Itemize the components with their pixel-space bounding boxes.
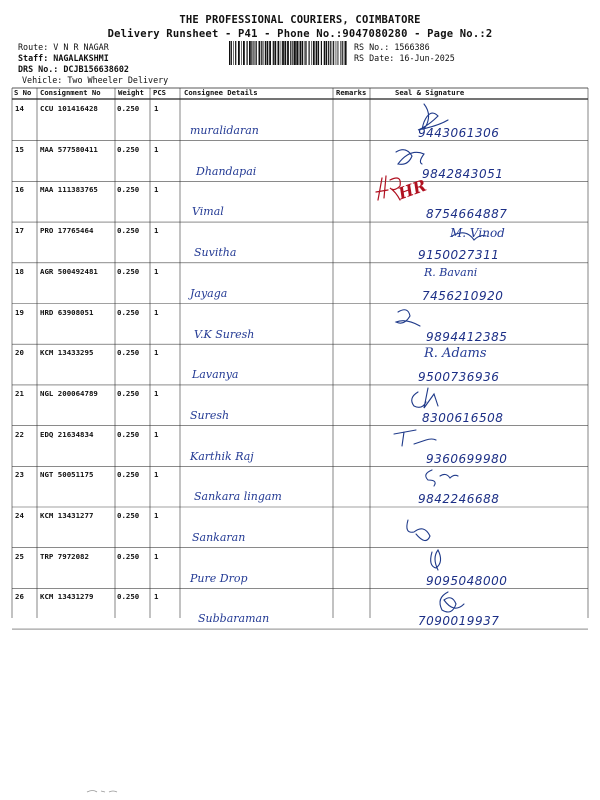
row-consignee-name: Pure Drop bbox=[190, 571, 248, 585]
row-sno: 25 bbox=[15, 551, 24, 561]
row-pcs: 1 bbox=[154, 185, 159, 195]
row-pcs: 1 bbox=[154, 307, 159, 317]
row-weight: 0.250 bbox=[117, 470, 140, 480]
row18-signer-name: R. Bavani bbox=[424, 266, 478, 279]
row-consignment-no: PRO 17765464 bbox=[40, 226, 94, 236]
row-signature-phone: 9443061306 bbox=[418, 126, 500, 140]
row-pcs: 1 bbox=[154, 388, 159, 398]
row-consignment-no: KCM 13431277 bbox=[40, 511, 94, 520]
row-sno: 19 bbox=[15, 307, 24, 317]
header-signature: Seal & Signature bbox=[395, 88, 465, 97]
row-signature-phone: 7090019937 bbox=[418, 614, 500, 629]
header-consignment: Consignment No bbox=[40, 88, 101, 97]
signature-14 bbox=[418, 104, 448, 130]
signature-19 bbox=[396, 310, 420, 326]
row-pcs: 1 bbox=[154, 266, 159, 276]
vehicle-label: Vehicle: Two Wheeler Delivery bbox=[22, 75, 169, 85]
row-weight: 0.250 bbox=[117, 266, 140, 276]
row-sno: 15 bbox=[15, 144, 24, 154]
header-weight: Weight bbox=[118, 88, 144, 97]
row-signature-phone: 8754664887 bbox=[426, 207, 508, 222]
row-consignment-no: HRD 63908051 bbox=[40, 307, 94, 317]
row-weight: 0.250 bbox=[117, 388, 140, 398]
row-consignee-name: Sankaran bbox=[192, 531, 246, 544]
row-weight: 0.250 bbox=[117, 429, 140, 439]
row-consignee-name: Suresh bbox=[190, 408, 230, 422]
staff-label: Staff: NAGALAKSHMI bbox=[18, 53, 109, 63]
signature-26 bbox=[440, 592, 464, 612]
row-weight: 0.250 bbox=[117, 144, 140, 154]
company-title: THE PROFESSIONAL COURIERS, COIMBATORE bbox=[179, 14, 421, 26]
row-consignee-name: Lavanya bbox=[192, 368, 239, 382]
row-consignee-name: Subbaraman bbox=[198, 612, 270, 626]
row-pcs: 1 bbox=[154, 429, 159, 439]
row-weight: 0.250 bbox=[117, 592, 140, 602]
row-sno: 22 bbox=[15, 429, 24, 439]
signature-22 bbox=[394, 430, 436, 446]
drs-label: DRS No.: DCJB156638602 bbox=[18, 64, 129, 74]
row-sno: 20 bbox=[15, 348, 24, 358]
row-consignee-name: muralidaran bbox=[190, 124, 259, 137]
row-consignment-no: KCM 13431279 bbox=[40, 592, 94, 602]
rs-number-label: RS No.: 1566386 bbox=[354, 42, 430, 52]
row-pcs: 1 bbox=[154, 592, 159, 602]
signature-23 bbox=[426, 470, 458, 486]
signature-21 bbox=[412, 388, 438, 408]
header-sno: S No bbox=[14, 88, 32, 97]
row-sno: 21 bbox=[15, 388, 24, 398]
row-weight: 0.250 bbox=[117, 104, 140, 113]
row-signature-phone: 8300616508 bbox=[422, 410, 504, 425]
header-pcs: PCS bbox=[153, 88, 166, 97]
row17-signer-name: M. Vinod bbox=[450, 226, 505, 240]
row-sno: 16 bbox=[15, 185, 24, 195]
row-pcs: 1 bbox=[154, 226, 159, 236]
route-label: Route: V N R NAGAR bbox=[18, 42, 109, 52]
row-signature-phone: 9842843051 bbox=[422, 166, 504, 181]
row-consignment-no: MAA 111383765 bbox=[40, 185, 98, 195]
row-consignment-no: NGT 50051175 bbox=[40, 470, 94, 480]
row-signature-phone: 9095048000 bbox=[426, 573, 508, 588]
row-weight: 0.250 bbox=[117, 307, 140, 317]
row-signature-phone: 9894412385 bbox=[426, 329, 508, 344]
row-weight: 0.250 bbox=[117, 348, 140, 358]
row-signature-phone: 9360699980 bbox=[426, 451, 508, 466]
signature-15 bbox=[396, 150, 424, 165]
row-consignment-no: EDQ 21634834 bbox=[40, 429, 94, 439]
row-signature-phone: 9842246688 bbox=[418, 492, 500, 507]
row-weight: 0.250 bbox=[117, 551, 140, 561]
row-pcs: 1 bbox=[154, 348, 159, 358]
row-weight: 0.250 bbox=[117, 185, 140, 195]
row-pcs: 1 bbox=[154, 511, 159, 520]
row-consignment-no: MAA 577580411 bbox=[40, 144, 98, 154]
footer-scribble bbox=[85, 788, 120, 794]
row-consignment-no: TRP 7972082 bbox=[40, 551, 89, 561]
runsheet-title: Delivery Runsheet - P41 - Phone No.:9047080280 - Page No.:2 bbox=[107, 28, 493, 40]
row-pcs: 1 bbox=[154, 104, 159, 113]
row-weight: 0.250 bbox=[117, 511, 140, 520]
row-consignee-name: V.K Suresh bbox=[194, 327, 255, 341]
row-consignment-no: KCM 13433295 bbox=[40, 348, 94, 358]
hr-annotation: HR bbox=[395, 175, 429, 204]
header-remarks: Remarks bbox=[336, 88, 367, 97]
row-sno: 26 bbox=[15, 592, 24, 602]
row-consignment-no: AGR 500492481 bbox=[40, 266, 98, 276]
rs-date-label: RS Date: 16-Jun-2025 bbox=[354, 53, 455, 63]
row-sno: 23 bbox=[15, 470, 24, 480]
row-consignee-name: Dhandapai bbox=[196, 164, 257, 178]
row-consignee-name: Sankara lingam bbox=[194, 490, 282, 504]
signature-24 bbox=[407, 520, 430, 541]
row-consignee-name: Vimal bbox=[192, 205, 224, 219]
row-signature-phone: 9150027311 bbox=[418, 248, 500, 263]
header-consignee: Consignee Details bbox=[184, 88, 258, 97]
row-weight: 0.250 bbox=[117, 226, 140, 236]
row-pcs: 1 bbox=[154, 470, 159, 480]
row-sno: 17 bbox=[15, 226, 24, 236]
row-consignment-no: CCU 101416428 bbox=[40, 104, 98, 113]
row-consignee-name: Jayaga bbox=[190, 286, 228, 300]
row-consignee-name: Karthik Raj bbox=[190, 449, 254, 463]
row-sno: 24 bbox=[15, 511, 24, 520]
row-consignee-name: Suvitha bbox=[194, 246, 237, 260]
row-signature-phone: 9500736936 bbox=[418, 370, 500, 385]
row-consignment-no: NGL 200064789 bbox=[40, 388, 98, 398]
row-sno: 18 bbox=[15, 266, 24, 276]
row-pcs: 1 bbox=[154, 551, 159, 561]
row-signature-phone: 7456210920 bbox=[422, 288, 504, 303]
signature-25 bbox=[431, 550, 441, 570]
row20-signer-name: R. Adams bbox=[424, 346, 487, 361]
row-pcs: 1 bbox=[154, 144, 159, 154]
row-sno: 14 bbox=[15, 104, 24, 113]
